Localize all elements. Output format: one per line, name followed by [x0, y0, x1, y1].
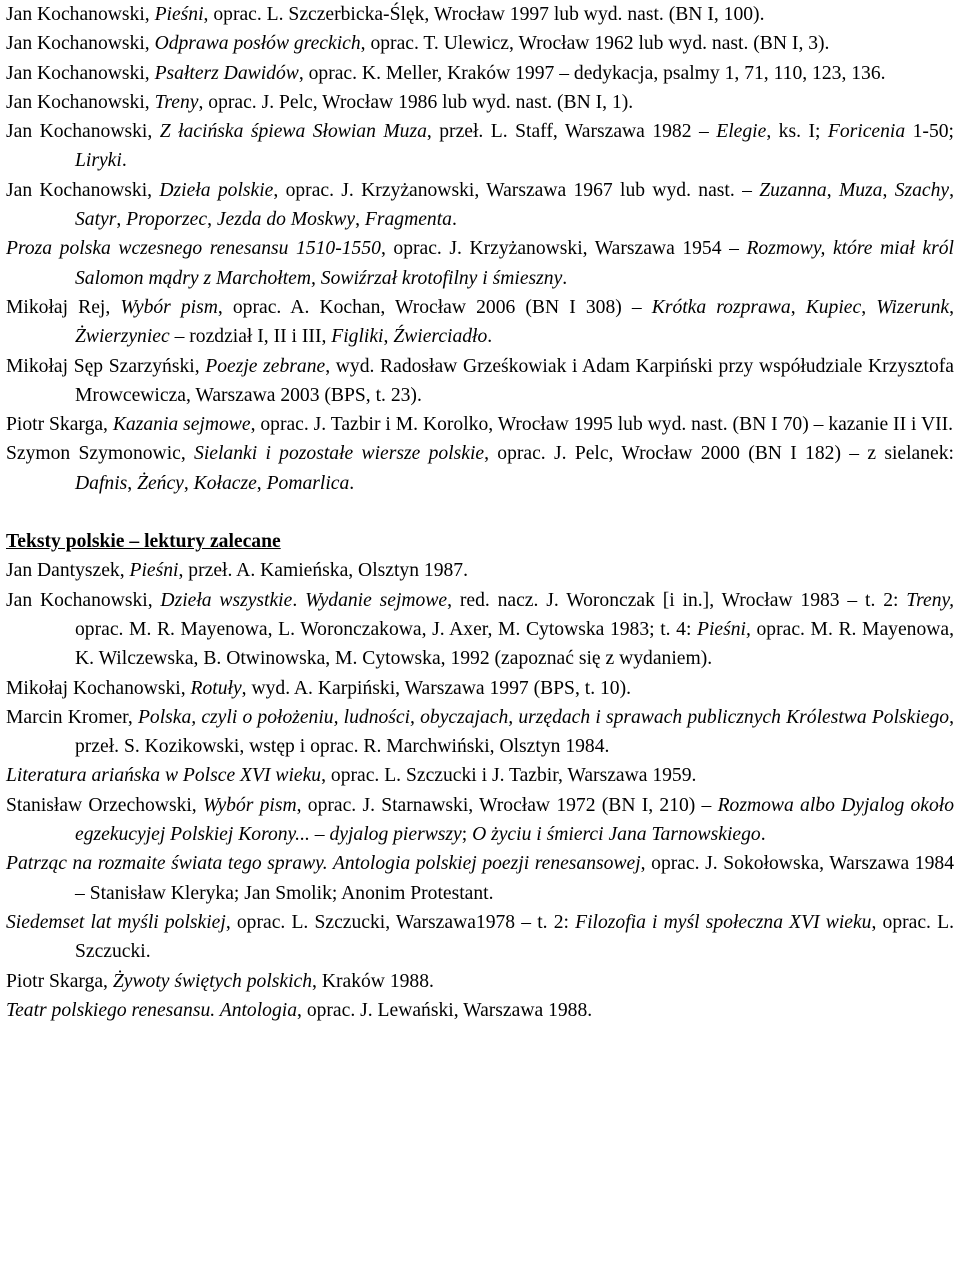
citation-text: – — [309, 824, 330, 846]
bibliography-entry — [6, 703, 954, 762]
citation-text: , przeł. L. Staff, Warszawa 1982 – — [426, 121, 717, 143]
title-text: dyjalog pierwszy — [329, 824, 462, 846]
citation-text: ; — [461, 824, 473, 846]
title-text: Pieśni — [154, 4, 204, 25]
citation-text: , oprac. J. Lewański, Warszawa 1988. — [297, 999, 593, 1021]
citation-text: – rozdział I, II i III, — [169, 326, 332, 348]
citation-text: . — [487, 326, 493, 348]
bibliography-entry — [6, 59, 954, 88]
citation-text: Piotr Skarga, — [6, 970, 113, 992]
title-text: Polska, czyli o położeniu, ludności, obyczajach, urzędach i sprawach publicznych Królestwa Polskiego — [137, 706, 950, 728]
title-text: Rozmowy, które miał król Salomon mądry z Marchołtem, Sowiźrzał krotofilny i śmieszny — [75, 238, 954, 289]
citation-text: , — [861, 296, 877, 318]
citation-text: Jan Kochanowski, — [6, 62, 155, 84]
citation-text: Piotr Skarga, — [6, 414, 113, 436]
bibliography-entry — [6, 176, 954, 235]
citation-text: . — [349, 472, 355, 494]
bibliography-entry — [6, 967, 954, 996]
title-text: Z łacińska śpiewa Słowian Muza — [159, 121, 427, 143]
title-text: Psałterz Dawidów — [154, 62, 299, 84]
bibliography-entry — [6, 0, 954, 29]
citation-text: , oprac. L. Szczucki. — [75, 911, 954, 963]
citation-text: , — [256, 472, 267, 494]
title-text: Elegie — [716, 121, 767, 143]
citation-text: Jan Dantyszek, — [6, 560, 130, 582]
citation-text: , oprac. J. Sokołowska, Warszawa 1984 – Stanisław Kleryka; Jan Smolik; Anonim Protestant. — [75, 853, 954, 904]
citation-text: , — [826, 179, 839, 201]
citation-text: , oprac. A. Kochan, Wrocław 2006 (BN I 308) – — [217, 296, 652, 318]
bibliography-entry — [6, 849, 954, 908]
bibliography-entry — [6, 88, 954, 117]
title-text: Liryki — [75, 150, 122, 172]
bibliography-entry — [6, 674, 954, 703]
bibliography-list-recommended — [6, 556, 954, 1025]
title-text: Szachy — [894, 179, 950, 201]
bibliography-entry — [6, 439, 954, 498]
title-text: Poezje zebrane — [205, 355, 326, 377]
citation-text: . — [760, 824, 766, 846]
title-text: Pieśni — [129, 560, 179, 582]
title-text: Żeńcy — [137, 472, 184, 494]
citation-text: Jan Kochanowski, — [6, 121, 160, 143]
bibliography-entry — [6, 791, 954, 850]
bibliography-entry — [6, 410, 954, 439]
citation-text: , — [949, 179, 955, 201]
citation-text: , — [383, 326, 394, 348]
title-text: Rozmowa albo Dyjalog około egzekucyjej Polskiej Korony... — [75, 794, 955, 846]
bibliography-list-required — [6, 0, 954, 498]
citation-text: , — [127, 472, 138, 494]
citation-text: Szymon Szymonowic, — [6, 443, 195, 465]
title-text: Źwierciadło — [393, 326, 488, 348]
bibliography-entry — [6, 996, 954, 1025]
citation-text: , oprac. J. Pelc, Wrocław 1986 lub wyd. nast. (BN I, 1). — [198, 91, 634, 113]
citation-text: , — [183, 472, 194, 494]
title-text: Rotuły — [190, 677, 242, 699]
citation-text: , — [790, 296, 806, 318]
title-text: Wizerunk — [876, 296, 950, 318]
citation-text: , oprac. J. Pelc, Wrocław 2000 (BN I 182) – z sielanek: — [484, 443, 954, 465]
citation-text: , wyd. Radosław Grześkowiak i Adam Karpiński przy współudziale Krzysztofa Mrowcewicza, Warszawa 2003 (BPS, t. 23). — [75, 355, 954, 406]
citation-text: , oprac. J. Krzyżanowski, Warszawa 1967 lub wyd. nast. – — [273, 179, 760, 201]
title-text: Literatura ariańska w Polsce XVI wieku — [6, 765, 322, 787]
citation-text: Mikołaj Sęp Szarzyński, — [6, 355, 206, 377]
citation-text: oprac. M. R. Mayenowa, K. Wilczewska, B. Otwinowska, M. Cytowska, 1992 (zapoznać się z wydaniem). — [75, 618, 954, 670]
title-text: Jezda do Moskwy — [216, 209, 356, 231]
citation-text: , ks. I; — [766, 121, 828, 143]
citation-text: , — [882, 179, 895, 201]
title-text: Muza — [838, 179, 883, 201]
title-text: Satyr — [75, 209, 117, 231]
section-gap — [6, 498, 954, 527]
title-text: Kołacze — [193, 472, 257, 494]
title-text: Dzieła wszystkie — [160, 589, 293, 611]
bibliography-entry — [6, 352, 954, 411]
citation-text: Jan Kochanowski, — [6, 4, 155, 25]
title-text: Odprawa posłów greckich — [154, 33, 361, 55]
citation-text: 1-50; — [905, 121, 954, 143]
title-text: Patrząc na rozmaite świata tego sprawy. Antologia polskiej poezji renesansowej — [6, 853, 641, 875]
citation-text: . — [562, 267, 568, 289]
citation-text: Mikołaj Kochanowski, — [6, 677, 191, 699]
citation-text: , — [207, 209, 217, 231]
citation-text: , oprac. K. Meller, Kraków 1997 – dedykacja, psalmy 1, 71, 110, 123, 136. — [298, 62, 886, 84]
citation-text: oprac. M. R. Mayenowa, L. Woronczakowa, J. Axer, M. Cytowska 1983; t. 4: — [75, 618, 698, 640]
title-text: Żwierzyniec — [75, 326, 170, 348]
citation-text: , oprac. J. Krzyżanowski, Warszawa 1954 – — [380, 238, 747, 260]
title-text: Kupiec — [805, 296, 862, 318]
title-text: Treny, — [906, 589, 955, 611]
title-text: Pomarlica — [266, 472, 350, 494]
section-heading: Teksty polskie – lektury zalecane — [6, 531, 281, 553]
title-text: Figliki — [331, 326, 384, 348]
title-text: Treny — [154, 91, 199, 113]
title-text: Zuzanna — [759, 179, 827, 201]
citation-text: , oprac. T. Ulewicz, Wrocław 1962 lub wyd. nast. (BN I, 3). — [360, 33, 830, 55]
title-text: Foricenia — [827, 121, 906, 143]
title-text: Wydanie sejmowe — [305, 589, 448, 611]
bibliography-entry — [6, 117, 954, 176]
bibliography-entry — [6, 556, 954, 585]
bibliography-entry — [6, 761, 954, 790]
citation-text: , wyd. A. Karpiński, Warszawa 1997 (BPS, t. 10). — [241, 677, 632, 699]
citation-text: , — [116, 209, 127, 231]
title-text: Dzieła polskie — [159, 179, 274, 201]
title-text: Krótka rozprawa — [651, 296, 791, 318]
citation-text: , przeł. A. Kamieńska, Olsztyn 1987. — [178, 560, 468, 582]
title-text: Siedemset lat myśli polskiej — [6, 911, 226, 933]
citation-text: Mikołaj Rej, — [6, 296, 121, 318]
citation-text: , przeł. S. Kozikowski, wstęp i oprac. R. Marchwiński, Olsztyn 1984. — [75, 706, 954, 758]
title-text: Pieśni, — [697, 618, 751, 640]
citation-text: , oprac. L. Szczucki, Warszawa1978 – t. 2: — [225, 911, 576, 933]
title-text: Proporzec — [126, 209, 208, 231]
bibliography-entry — [6, 29, 954, 58]
title-text: O życiu i śmierci Jana Tarnowskiego — [472, 824, 761, 846]
citation-text: , red. nacz. J. Woronczak [i in.], Wrocław 1983 – t. 2: — [447, 589, 907, 611]
bibliography-entry — [6, 586, 954, 674]
citation-text: , Kraków 1988. — [312, 970, 434, 992]
title-text: Fragmenta — [364, 209, 452, 231]
title-text: Dafnis — [75, 472, 128, 494]
title-text: Wybór pism — [120, 296, 218, 318]
citation-text: , oprac. L. Szczucki i J. Tazbir, Warszawa 1959. — [321, 765, 697, 787]
citation-text: , oprac. J. Tazbir i M. Korolko, Wrocław 1995 lub wyd. nast. (BN I 70) – kazanie II i VII. — [250, 414, 954, 436]
title-text: Żywoty świętych polskich — [112, 970, 313, 992]
title-text: Filozofia i myśl społeczna XVI wieku — [575, 911, 872, 933]
citation-text: . — [451, 209, 457, 231]
title-text: Kazania sejmowe — [112, 414, 251, 436]
title-text: Teatr polskiego renesansu. Antologia — [6, 999, 298, 1021]
citation-text: Jan Kochanowski, — [6, 33, 155, 55]
citation-text: , oprac. J. Starnawski, Wrocław 1972 (BN I, 210) – — [296, 794, 718, 816]
title-text: Sielanki i pozostałe wiersze polskie — [194, 443, 485, 465]
citation-text: Jan Kochanowski, — [6, 91, 155, 113]
citation-text: Stanisław Orzechowski, — [6, 794, 203, 816]
title-text: Proza polska wczesnego renesansu 1510-1550 — [6, 238, 381, 260]
citation-text: , oprac. L. Szczerbicka-Ślęk, Wrocław 1997 lub wyd. nast. (BN I, 100). — [203, 4, 765, 25]
bibliography-entry — [6, 908, 954, 967]
citation-text: . — [121, 150, 127, 172]
bibliography-entry — [6, 293, 954, 352]
citation-text: Jan Kochanowski, — [6, 179, 160, 201]
citation-text: , — [949, 296, 955, 318]
title-text: Wybór pism — [202, 794, 297, 816]
citation-text: Marcin Kromer, — [6, 706, 138, 728]
citation-text: Jan Kochanowski, — [6, 589, 161, 611]
citation-text: . — [292, 589, 306, 611]
bibliography-entry — [6, 234, 954, 293]
citation-text: , — [355, 209, 365, 231]
